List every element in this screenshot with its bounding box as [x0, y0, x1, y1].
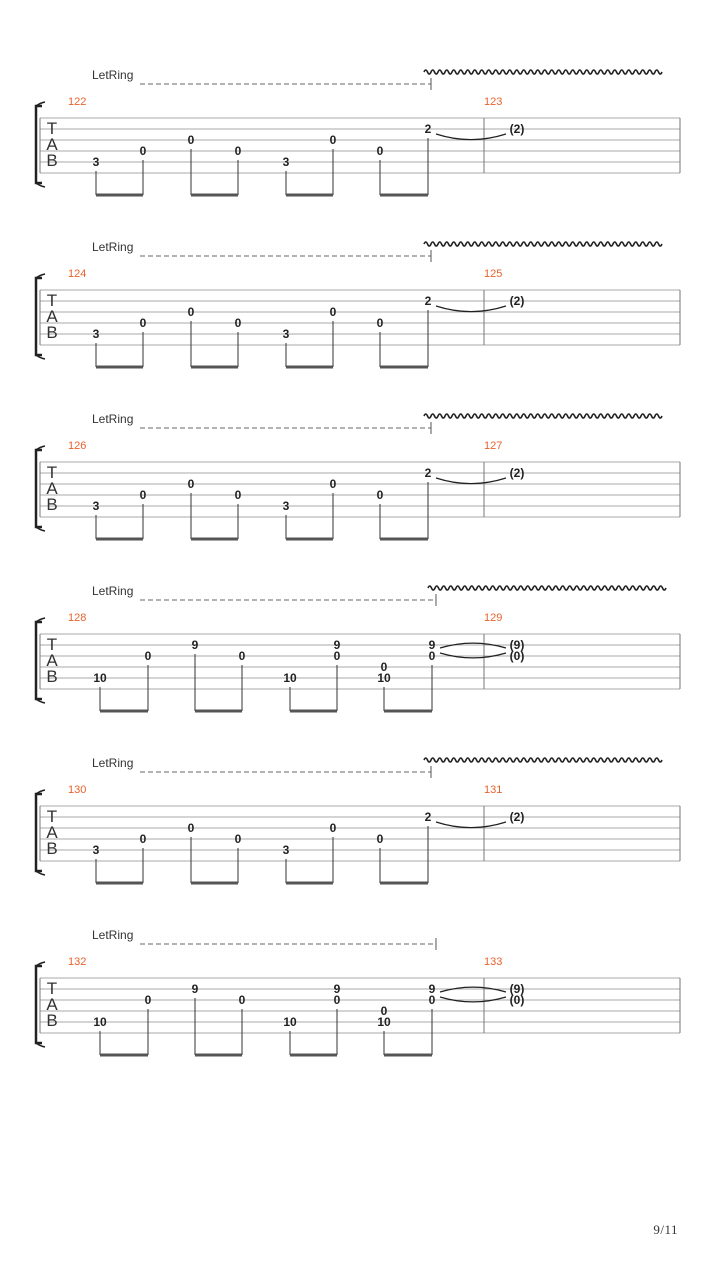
tab-clef-letter: T — [46, 979, 58, 998]
let-ring-label: LetRing — [92, 240, 134, 254]
tied-fret-number: (9) — [509, 982, 525, 996]
fret-number: 0 — [187, 821, 195, 835]
tab-system — [36, 928, 680, 1055]
bar-number: 127 — [484, 440, 503, 452]
bar-number: 125 — [484, 268, 503, 280]
fret-number: 3 — [282, 155, 290, 169]
fret-number: 0 — [428, 993, 436, 1007]
fret-number: 0 — [329, 821, 337, 835]
tab-clef-letter: T — [46, 291, 58, 310]
fret-number: 10 — [283, 1015, 297, 1029]
fret-number: 0 — [234, 832, 242, 846]
vibrato-line — [424, 70, 662, 74]
let-ring-label: LetRing — [92, 928, 134, 942]
tab-clef-letter: A — [46, 995, 58, 1014]
vibrato-line — [424, 414, 662, 418]
fret-number: 0 — [376, 488, 384, 502]
tie-arc — [440, 987, 506, 992]
tied-fret-number: (9) — [509, 638, 525, 652]
tab-system — [36, 68, 680, 195]
fret-number: 3 — [92, 327, 100, 341]
fret-number: 3 — [282, 499, 290, 513]
tied-fret-number: (0) — [509, 993, 525, 1007]
vibrato-line — [424, 242, 662, 246]
tied-fret-number: (2) — [509, 810, 525, 824]
fret-number: 0 — [187, 305, 195, 319]
bar-number: 123 — [484, 96, 503, 108]
let-ring-label: LetRing — [92, 412, 134, 426]
fret-number: 10 — [377, 671, 391, 685]
tied-fret-number: (2) — [509, 466, 525, 480]
fret-number: 0 — [139, 832, 147, 846]
bar-number: 122 — [68, 96, 87, 108]
tab-clef-letter: A — [46, 135, 58, 154]
fret-number: 3 — [92, 499, 100, 513]
fret-number: 0 — [376, 144, 384, 158]
fret-number: 3 — [282, 327, 290, 341]
fret-number: 0 — [234, 488, 242, 502]
fret-number: 10 — [93, 1015, 107, 1029]
bar-number: 131 — [484, 784, 503, 796]
fret-number: 9 — [428, 638, 436, 652]
tie-arc — [436, 478, 506, 484]
tab-clef-letter: B — [46, 667, 58, 686]
bar-number: 132 — [68, 956, 87, 968]
bar-number: 133 — [484, 956, 503, 968]
fret-number: 10 — [377, 1015, 391, 1029]
fret-number: 2 — [424, 466, 432, 480]
fret-number: 0 — [376, 832, 384, 846]
tab-clef-letter: B — [46, 151, 58, 170]
tab-clef-letter: T — [46, 463, 58, 482]
tab-system — [36, 240, 680, 367]
bar-number: 128 — [68, 612, 87, 624]
vibrato-line — [424, 758, 662, 762]
tab-clef-letter: B — [46, 839, 58, 858]
tab-clef-letter: B — [46, 323, 58, 342]
fret-number: 0 — [329, 305, 337, 319]
fret-number: 0 — [376, 316, 384, 330]
bar-number: 126 — [68, 440, 87, 452]
fret-number: 9 — [333, 638, 341, 652]
tab-clef-letter: A — [46, 307, 58, 326]
let-ring-label: LetRing — [92, 756, 134, 770]
tab-clef-letter: A — [46, 651, 58, 670]
fret-number: 0 — [380, 660, 388, 674]
fret-number: 0 — [187, 477, 195, 491]
tied-fret-number: (2) — [509, 294, 525, 308]
tie-arc — [436, 822, 506, 828]
fret-number: 9 — [191, 638, 199, 652]
tab-clef-letter: B — [46, 495, 58, 514]
tab-clef-letter: T — [46, 635, 58, 654]
fret-number: 9 — [333, 982, 341, 996]
fret-number: 10 — [283, 671, 297, 685]
tied-fret-number: (2) — [509, 122, 525, 136]
fret-number: 3 — [92, 843, 100, 857]
tab-system — [36, 412, 680, 539]
tab-clef-letter: B — [46, 1011, 58, 1030]
page-number: 9/11 — [653, 1222, 678, 1237]
bar-number: 124 — [68, 268, 87, 280]
fret-number: 0 — [144, 993, 152, 1007]
fret-number: 0 — [234, 316, 242, 330]
tab-clef-letter: T — [46, 807, 58, 826]
tab-clef-letter: A — [46, 479, 58, 498]
bar-number: 129 — [484, 612, 503, 624]
fret-number: 9 — [428, 982, 436, 996]
tab-clef-letter: T — [46, 119, 58, 138]
fret-number: 0 — [144, 649, 152, 663]
tie-arc — [440, 643, 506, 648]
fret-number: 2 — [424, 294, 432, 308]
let-ring-label: LetRing — [92, 584, 134, 598]
fret-number: 0 — [238, 993, 246, 1007]
fret-number: 0 — [333, 993, 341, 1007]
bar-number: 130 — [68, 784, 87, 796]
tab-system — [36, 584, 680, 711]
let-ring-label: LetRing — [92, 68, 134, 82]
fret-number: 2 — [424, 810, 432, 824]
fret-number: 0 — [329, 133, 337, 147]
fret-number: 0 — [139, 144, 147, 158]
tie-arc — [436, 306, 506, 312]
fret-number: 10 — [93, 671, 107, 685]
tie-arc — [440, 997, 506, 1002]
fret-number: 3 — [282, 843, 290, 857]
fret-number: 2 — [424, 122, 432, 136]
fret-number: 0 — [234, 144, 242, 158]
tie-arc — [440, 653, 506, 658]
tie-arc — [436, 134, 506, 140]
tab-clef-letter: A — [46, 823, 58, 842]
fret-number: 0 — [428, 649, 436, 663]
fret-number: 0 — [139, 316, 147, 330]
tied-fret-number: (0) — [509, 649, 525, 663]
fret-number: 0 — [333, 649, 341, 663]
fret-number: 0 — [329, 477, 337, 491]
fret-number: 0 — [238, 649, 246, 663]
tab-system — [36, 756, 680, 883]
vibrato-line — [428, 586, 666, 590]
fret-number: 0 — [139, 488, 147, 502]
fret-number: 3 — [92, 155, 100, 169]
fret-number: 0 — [380, 1004, 388, 1018]
fret-number: 0 — [187, 133, 195, 147]
fret-number: 9 — [191, 982, 199, 996]
